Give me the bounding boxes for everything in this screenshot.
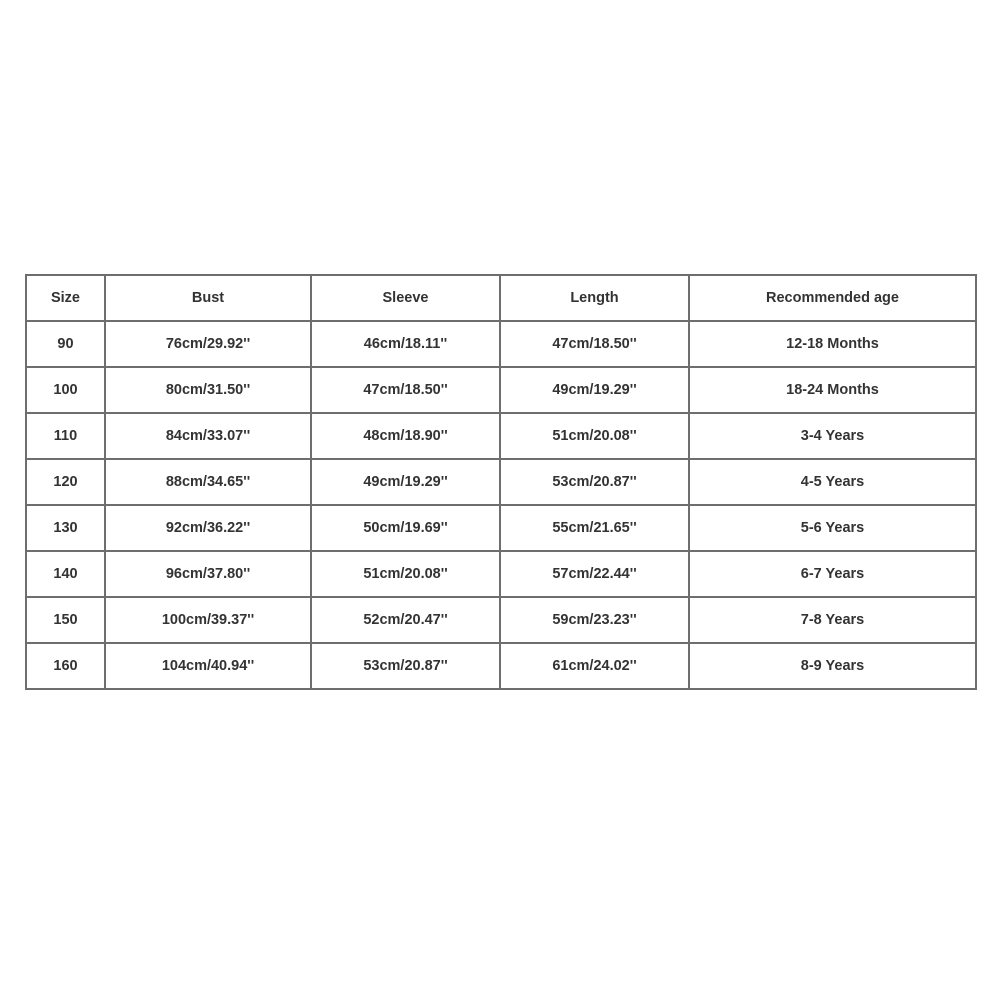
cell-size: 140 <box>26 551 105 597</box>
cell-sleeve: 46cm/18.11'' <box>311 321 500 367</box>
header-sleeve: Sleeve <box>311 275 500 321</box>
header-size: Size <box>26 275 105 321</box>
cell-size: 130 <box>26 505 105 551</box>
cell-bust: 92cm/36.22'' <box>105 505 311 551</box>
cell-recommended-age: 5-6 Years <box>689 505 976 551</box>
table-row <box>26 643 976 689</box>
cell-length: 57cm/22.44'' <box>500 551 689 597</box>
cell-length: 53cm/20.87'' <box>500 459 689 505</box>
cell-length: 49cm/19.29'' <box>500 367 689 413</box>
cell-bust: 76cm/29.92'' <box>105 321 311 367</box>
cell-size: 150 <box>26 597 105 643</box>
cell-recommended-age: 7-8 Years <box>689 597 976 643</box>
table-row <box>26 367 976 413</box>
cell-sleeve: 51cm/20.08'' <box>311 551 500 597</box>
header-length: Length <box>500 275 689 321</box>
table-row <box>26 551 976 597</box>
cell-bust: 84cm/33.07'' <box>105 413 311 459</box>
cell-size: 90 <box>26 321 105 367</box>
header-bust: Bust <box>105 275 311 321</box>
table-row <box>26 413 976 459</box>
cell-recommended-age: 18-24 Months <box>689 367 976 413</box>
cell-size: 110 <box>26 413 105 459</box>
cell-sleeve: 52cm/20.47'' <box>311 597 500 643</box>
cell-bust: 104cm/40.94'' <box>105 643 311 689</box>
cell-recommended-age: 12-18 Months <box>689 321 976 367</box>
table-row <box>26 505 976 551</box>
cell-sleeve: 49cm/19.29'' <box>311 459 500 505</box>
header-recommended-age: Recommended age <box>689 275 976 321</box>
cell-sleeve: 48cm/18.90'' <box>311 413 500 459</box>
cell-sleeve: 50cm/19.69'' <box>311 505 500 551</box>
cell-size: 120 <box>26 459 105 505</box>
table-row <box>26 321 976 367</box>
cell-bust: 80cm/31.50'' <box>105 367 311 413</box>
cell-length: 51cm/20.08'' <box>500 413 689 459</box>
cell-sleeve: 53cm/20.87'' <box>311 643 500 689</box>
cell-bust: 88cm/34.65'' <box>105 459 311 505</box>
table-header-row <box>26 275 976 321</box>
cell-bust: 96cm/37.80'' <box>105 551 311 597</box>
table-row <box>26 597 976 643</box>
size-chart-table <box>25 274 977 690</box>
cell-length: 55cm/21.65'' <box>500 505 689 551</box>
cell-recommended-age: 3-4 Years <box>689 413 976 459</box>
cell-sleeve: 47cm/18.50'' <box>311 367 500 413</box>
cell-size: 100 <box>26 367 105 413</box>
cell-recommended-age: 8-9 Years <box>689 643 976 689</box>
cell-bust: 100cm/39.37'' <box>105 597 311 643</box>
cell-length: 59cm/23.23'' <box>500 597 689 643</box>
cell-length: 61cm/24.02'' <box>500 643 689 689</box>
cell-size: 160 <box>26 643 105 689</box>
cell-recommended-age: 6-7 Years <box>689 551 976 597</box>
table-row <box>26 459 976 505</box>
cell-recommended-age: 4-5 Years <box>689 459 976 505</box>
cell-length: 47cm/18.50'' <box>500 321 689 367</box>
